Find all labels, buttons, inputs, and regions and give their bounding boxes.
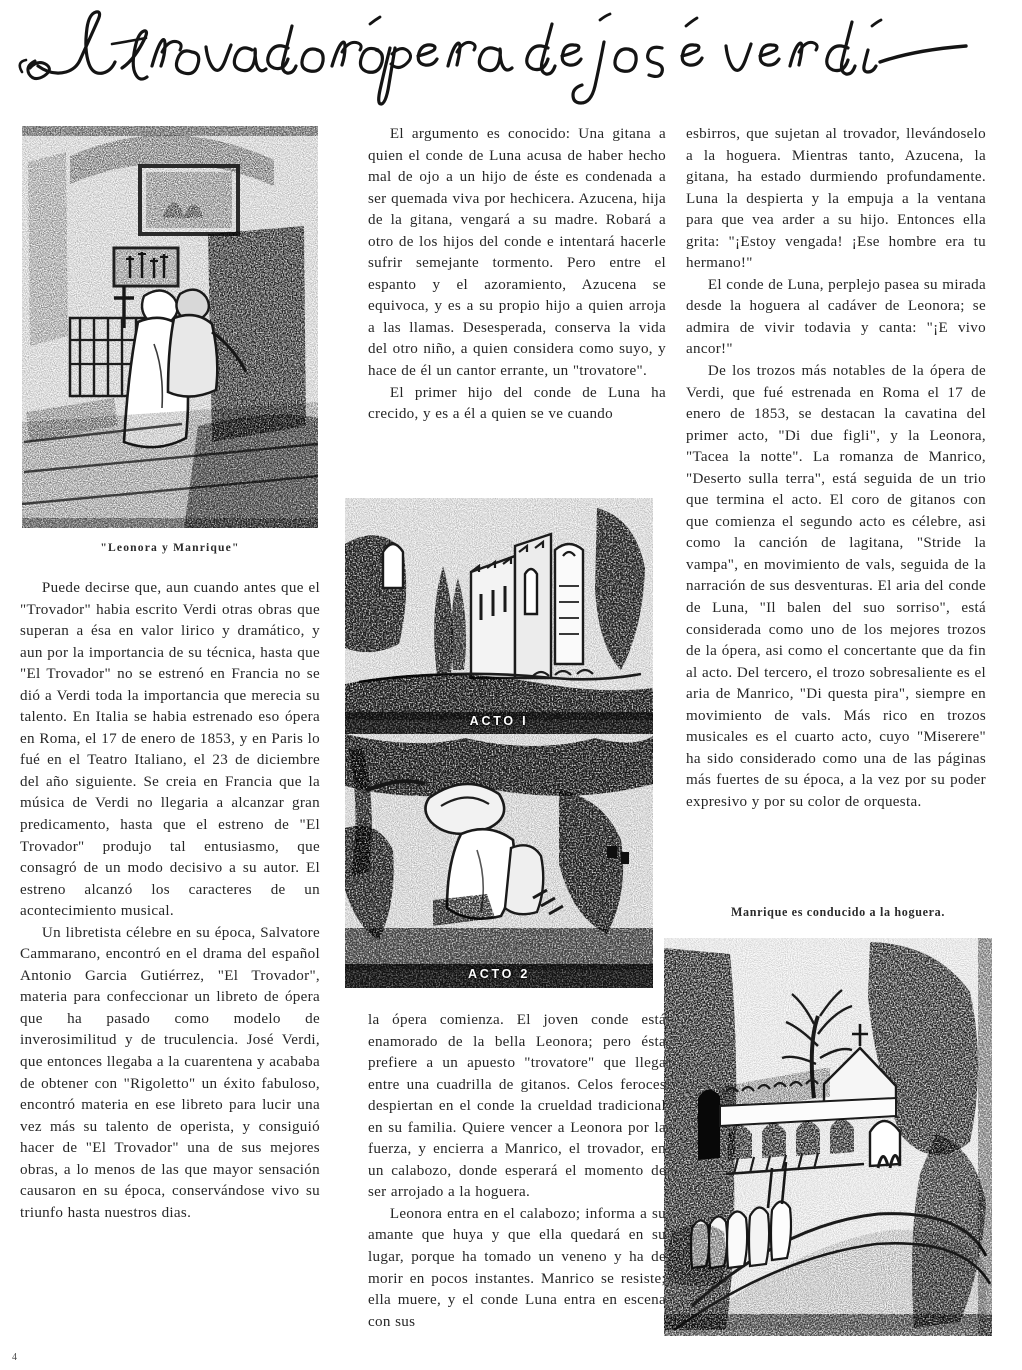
paragraph: la ópera comienza. El joven conde está enamorado de la bella Leonora; pero ésta prefiere a un apuesto "trovatore" que llega entre una cuadrilla de gitanos. Celos feroces despiertan en el conde la crueldad tradicional en su familia. Quiere vencer a Leonora por la fuerza, y encierra a Manrico, el trovador, en un calabozo, donde esperará el momento de ser arrojado a la hoguera. (368, 1012, 666, 1201)
paragraph: El primer hijo del conde de Luna ha crecido, y es a él a quien se ve cuando (368, 384, 666, 423)
masthead-title (0, 0, 1022, 108)
plate-label-acto-1: ACTO I (469, 714, 529, 728)
illustration-1-caption: "Leonora y Manrique" (100, 541, 240, 554)
article-column-2-bottom (368, 1010, 666, 1333)
plate-label-acto-2: ACTO 2 (467, 967, 531, 981)
paragraph: Un libretista célebre en su época, Salvatore Cammarano, encontró en el drama del español Antonio Garcia Gutiérrez, "El Trovador", materia para confeccionar un libreto de ópera que ha pasado como modelo de inverosimilitud y de truculencia. José Verdi, que entonces llegaba a la cuarentena y acababa de obtener con "Rigoletto" un éxito fabuloso, encontró materia en ese libreto para lucir una vez más su talento de operista, y consiguió hacer de "El Trovador" una de sus mejores obras, a lo menos de las que mayor sensación causaron en su época, conservándose vivo su triunfo hasta nuestros dias. (20, 924, 320, 1221)
illustration-3-caption: Manrique es conducido a la hoguera. (730, 905, 946, 919)
paragraph: El conde de Luna, perplejo pasea su mirada desde la hoguera al cadáver de Leonora; se admira de vivir todavia y canta: "¡E vivo ancor!" (686, 276, 986, 358)
article-column-1 (20, 578, 320, 1224)
paragraph: esbirros, que sujetan al trovador, llevándoselo a la hoguera. Mientras tanto, Azucena, la gitana, ha estado durmiendo profundamente. Luna la despierta y la empuja a la ventana para que vea arder a su hijo. Entonces ella grita: "¡Estoy vengada! ¡Ese hombre era tu hermano!" (686, 126, 986, 272)
article-column-3 (686, 124, 986, 814)
illustration-manrique-hoguera (664, 938, 992, 1336)
article-column-2-top (368, 124, 666, 426)
illustration-acto-i-y-acto-2 (345, 498, 653, 990)
illustration-leonora-y-manrique (22, 126, 318, 528)
page-corner-mark: 4 (12, 1352, 17, 1363)
paragraph: De los trozos más notables de la ópera de Verdi, que fué estrenada en Roma el 17 de enero de 1853, se destacan la cavatina del primer acto, "Di due figli", y la Leonora, "Tacea la notte". La romanza de Manrico, "Deserto sulla terra", está seguida de un trio que termina el acto. El coro de gitanos con que comienza el segundo acto es célebre, asi como la canción de lagitana, "Stride la vampa", en movimiento de vals, seguida de la narración de sus desventuras. El aria del conde de Luna, "Il balen del suo sorriso", está considerada como uno de los mejores trozos de la ópera, asi como el concertante que da fin al acto. Del tercero, el trozo sobresaliente es el aria de Manrico, "Di questa pira", siempre en movimiento de vals. Más rico en trozos musicales es el cuarto acto, cuyo "Miserere" ha sido considerado como una de las páginas más fuertes de su época, a la vez por su poder expresivo y por su color de orquesta. (686, 363, 986, 810)
paragraph: Puede decirse que, aun cuando antes que el "Trovador" habia escrito Verdi otras obras que superan a ésa en valor lirico y dramático, y aun por la importancia de su técnica, hasta que "El Trovador" no se estrenó en Francia no se dió a Verdi toda la importancia que merecia su talento. En Italia se habia estrenado eso ópera en Roma, el 17 de enero de 1853, y en Paris lo fué en el Teatro Italiano, el 23 de diciembre del año siguiente. Se creia en Francia que la música de Verdi no llegaria a alcanzar gran predicamento, hasta que el estreno de "El Trovador" produjo tal entusiasmo, que consagró de un modo decisivo a su autor. El estreno alcanzó los caracteres de un acontecimiento musical. (20, 580, 320, 920)
paragraph: El argumento es conocido: Una gitana a quien el conde de Luna acusa de haber hecho mal de ojo a un hijo de éste es condenada a ser quemada viva por hechicera. Azucena, hija de la gitana, vengará a su madre. Robará a otro de los hijos del conde e intentará hacerle sufrir semejante tormento. Pero entre el espanto y el azoramiento, Azucena se equivoca, y es a su propio hijo a quien arroja a las llamas. Desesperada, conserva la vida del otro niño, a quien considera como suyo, y hace de él un cantor errante, un "trovatore". (368, 126, 666, 380)
handwritten-title-script (0, 0, 1022, 108)
paragraph: Leonora entra en el calabozo; informa a su amante que huya y que ella quedará en su lugar, porque ha tomado un veneno y ha de morir en pocos instantes. Manrico se resiste; ella muere, y el conde Luna entra en escena con sus (368, 1205, 666, 1330)
